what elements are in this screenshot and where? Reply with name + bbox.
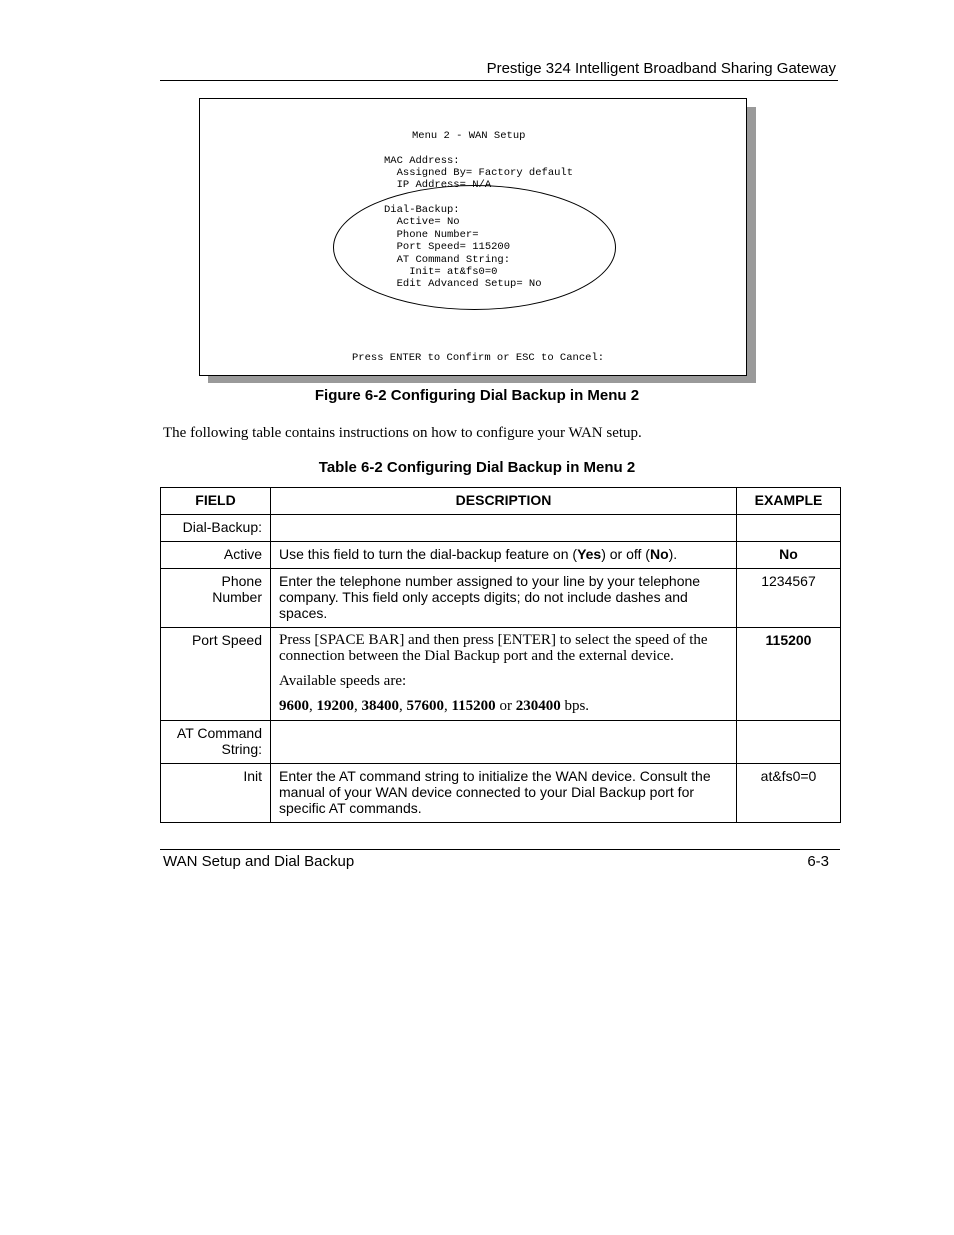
terminal-line: AT Command String:: [384, 254, 511, 266]
description-text: ).: [668, 546, 678, 562]
description-cell: Enter the AT command string to initialize the WAN device. Consult the manual of your WAN device connected to your Dial Backup port for specific AT commands.: [271, 764, 737, 823]
table-header-row: [161, 488, 841, 515]
terminal-line: MAC Address:: [384, 155, 460, 167]
terminal-line: Port Speed= 115200: [384, 241, 511, 253]
example-cell: No: [737, 542, 841, 569]
page-number: 6-3: [807, 853, 829, 870]
field-label-line: Phone: [221, 573, 262, 589]
speed-value: 19200: [316, 698, 354, 714]
field-cell: Port Speed: [161, 628, 271, 721]
figure-caption: Figure 6-2 Configuring Dial Backup in Menu 2: [314, 387, 640, 404]
description-cell: [271, 515, 737, 542]
separator: ,: [444, 698, 452, 714]
terminal-line: Assigned By= Factory default: [384, 167, 574, 179]
terminal-line: Dial-Backup:: [384, 204, 460, 216]
field-cell: [161, 721, 271, 764]
unit-suffix: bps.: [560, 698, 590, 714]
speed-value: 9600: [279, 698, 309, 714]
example-cell: 115200: [737, 628, 841, 721]
speed-value: 230400: [515, 698, 561, 714]
highlight-ellipse: [333, 185, 616, 310]
speed-value: 57600: [406, 698, 444, 714]
separator: ,: [354, 698, 362, 714]
config-table: [160, 487, 841, 823]
description-paragraph: Available speeds are:: [279, 673, 407, 689]
running-header: Prestige 324 Intelligent Broadband Sharing Gateway: [486, 60, 836, 77]
description-text: ) or off (: [601, 546, 650, 562]
table-row: [161, 515, 841, 542]
intro-paragraph: The following table contains instructions on how to configure your WAN setup.: [163, 425, 642, 441]
terminal-line: Init= at&fs0=0: [384, 266, 498, 278]
speed-value: 38400: [361, 698, 399, 714]
example-cell: at&fs0=0: [737, 764, 841, 823]
example-cell: [737, 721, 841, 764]
field-label-line: AT Command: [176, 725, 262, 741]
table-caption: Table 6-2 Configuring Dial Backup in Menu 2: [318, 459, 636, 476]
field-cell: [161, 569, 271, 628]
header-field: FIELD: [161, 488, 271, 515]
description-text: Use this field to turn the dial-backup feature on (: [279, 546, 578, 562]
description-cell: [271, 542, 737, 569]
table-row: [161, 542, 841, 569]
separator: or: [495, 698, 516, 714]
field-label-line: String:: [221, 741, 262, 757]
header-rule: [160, 80, 838, 81]
example-cell: 1234567: [737, 569, 841, 628]
terminal-line: Active= No: [384, 216, 460, 228]
description-cell: [271, 721, 737, 764]
footer-rule: [160, 849, 840, 850]
field-cell: Init: [161, 764, 271, 823]
field-label-line: Number: [212, 589, 262, 605]
table-row: [161, 721, 841, 764]
separator: ,: [309, 698, 317, 714]
terminal-line: Edit Advanced Setup= No: [384, 278, 542, 290]
terminal-line: IP Address= N/A: [384, 179, 492, 191]
example-cell: [737, 515, 841, 542]
field-cell: Active: [161, 542, 271, 569]
terminal-line: Phone Number=: [384, 229, 479, 241]
description-paragraph: Press [SPACE BAR] and then press [ENTER] to select the speed of the connection between the Dial Backup port and the external device.: [279, 632, 708, 664]
field-cell: Dial-Backup:: [161, 515, 271, 542]
separator: ,: [399, 698, 407, 714]
yes-value: Yes: [577, 546, 602, 562]
description-cell: Enter the telephone number assigned to your line by your telephone company. This field only accepts digits; do not include dashes and spaces.: [271, 569, 737, 628]
terminal-menu-title: Menu 2 - WAN Setup: [412, 130, 526, 142]
footer-section-title: WAN Setup and Dial Backup: [163, 853, 355, 870]
speed-value: 115200: [451, 698, 496, 714]
header-example: EXAMPLE: [737, 488, 841, 515]
description-cell: [271, 628, 737, 721]
terminal-prompt: Press ENTER to Confirm or ESC to Cancel:: [352, 352, 605, 364]
table-row: [161, 569, 841, 628]
speeds-list: [279, 698, 728, 714]
table-row: [161, 628, 841, 721]
header-description: DESCRIPTION: [271, 488, 737, 515]
no-value: No: [649, 546, 669, 562]
table-row: [161, 764, 841, 823]
